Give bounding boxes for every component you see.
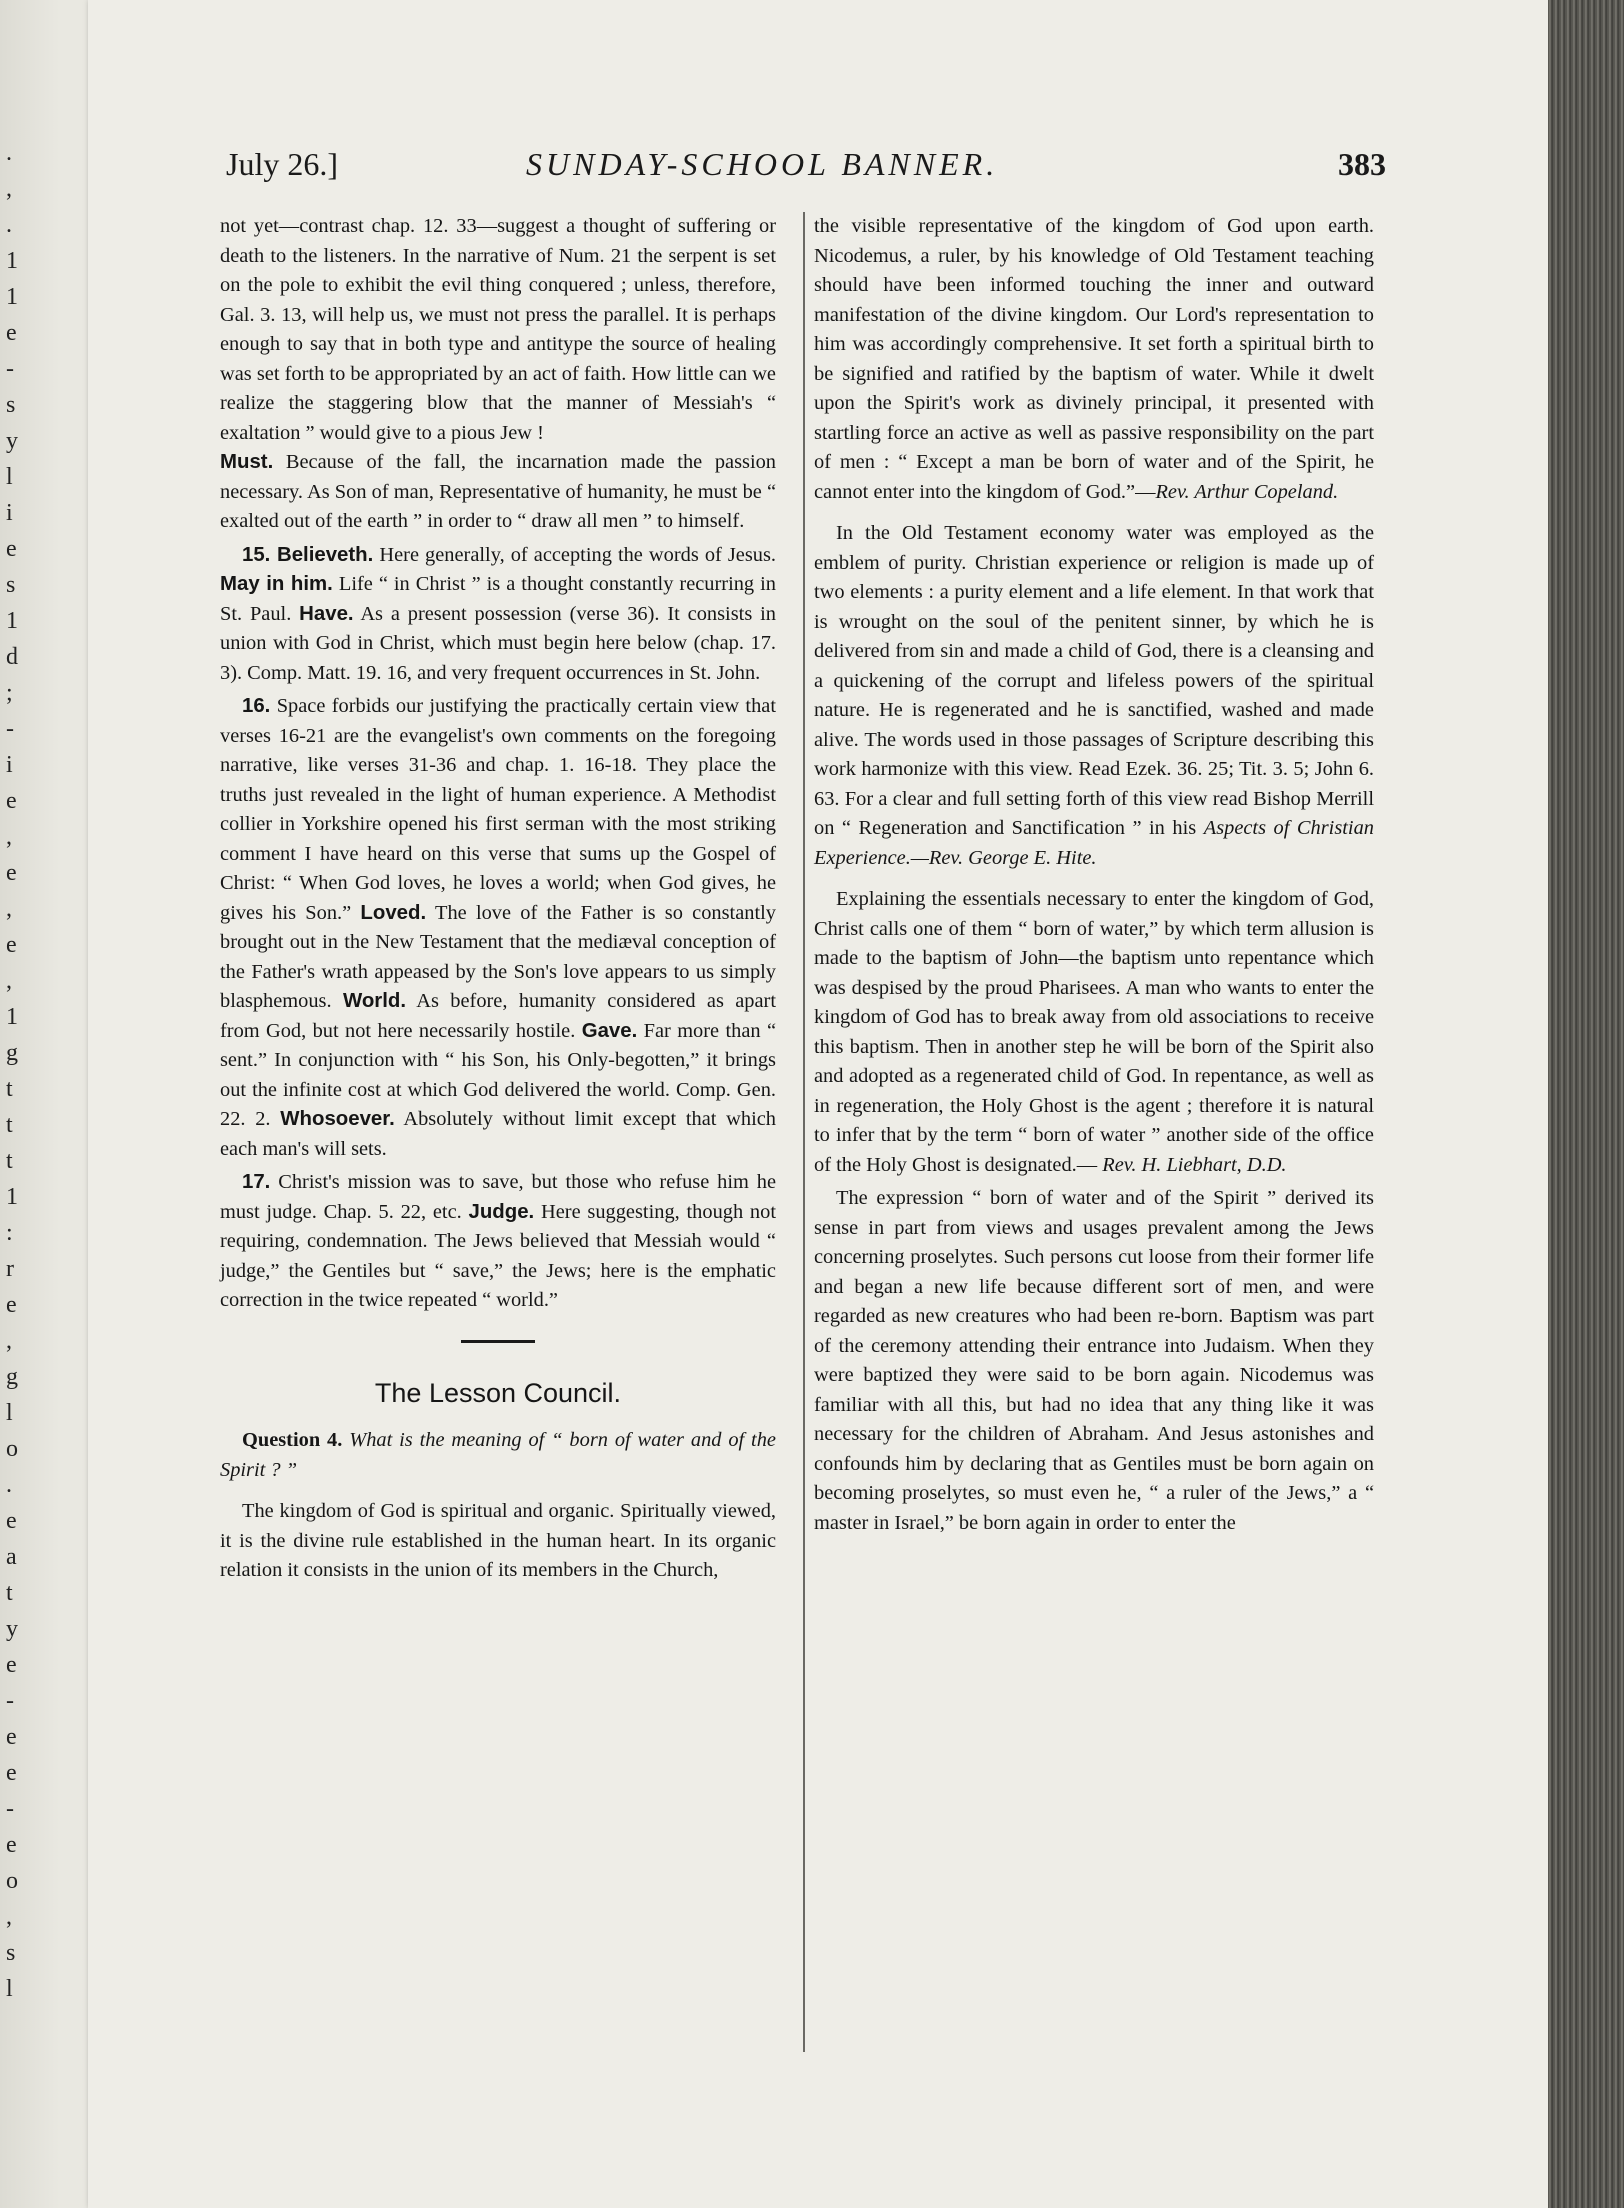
margin-glyph: l <box>6 1976 13 2002</box>
margin-glyph: . <box>6 1472 12 1498</box>
margin-glyph: l <box>6 1400 13 1426</box>
left-column <box>220 212 776 1586</box>
paragraph-text: the visible representative of the kingdom of God upon earth. Nicodemus, a ruler, by his knowledge of Old Testament teaching should have been informed touching the inner and outward manifestation of the divine kingdom. Our Lord's representation to him was accordingly comprehensive. It set forth a spiritual birth to be signified and ratified by the baptism of water. While it dwelt upon the Spirit's work as divinely principal, it presented with startling force an active as well as passive responsibility on the part of men : “ Except a man be born of water and of the Spirit, he cannot enter into the kingdom of God.”— <box>814 215 1374 503</box>
margin-glyph: t <box>6 1076 13 1102</box>
margin-glyph: i <box>6 752 13 778</box>
term-world: World. <box>342 990 407 1012</box>
margin-glyph: e <box>6 1292 17 1318</box>
margin-glyph: . <box>6 140 12 166</box>
margin-glyph: - <box>6 1688 14 1714</box>
previous-page-margin <box>0 140 30 2040</box>
margin-glyph: - <box>6 716 14 742</box>
margin-glyph: e <box>6 1508 17 1534</box>
author-signature: Rev. H. Liebhart, D.D. <box>1102 1153 1287 1176</box>
question-label: Question 4. <box>242 1429 343 1451</box>
paragraph: not yet—contrast chap. 12. 33—suggest a thought of suffering or death to the listeners. In the narrative of Num. 21 the serpent is set on the pole to exhibit the evil thing conquered ; unless, therefore, Gal. 3. 13, will help us, we must not press the parallel. It is perhaps enough to say that in both type and antitype the source of healing was set forth to be appropriated by an act of faith. How little can we realize the staggering blow that the manner of Messiah's “ exaltation ” would give to a pious Jew ! <box>220 215 776 444</box>
paragraph-verse-17 <box>220 1168 776 1316</box>
term-text: Life “ in Christ ” is a thought constantly recurring in St. Paul. <box>220 573 776 625</box>
verse-16-label: 16. <box>242 695 271 717</box>
margin-glyph: i <box>6 500 13 526</box>
margin-glyph: - <box>6 356 14 382</box>
margin-glyph: . <box>6 212 12 238</box>
margin-glyph: - <box>6 1796 14 1822</box>
margin-glyph: e <box>6 1724 17 1750</box>
term-believeth: 15. Believeth. <box>242 543 374 566</box>
margin-glyph: s <box>6 572 16 598</box>
term-may-in-him: May in him. <box>220 573 333 595</box>
margin-glyph: o <box>6 1868 18 1894</box>
header-title: SUNDAY-SCHOOL BANNER. <box>526 146 999 182</box>
margin-glyph: r <box>6 1256 14 1282</box>
term-loved: Loved. <box>360 901 427 924</box>
margin-glyph: e <box>6 536 17 562</box>
margin-glyph: t <box>6 1148 13 1174</box>
margin-glyph: 1 <box>6 284 18 310</box>
margin-glyph: s <box>6 1940 16 1966</box>
paragraph <box>814 885 1374 1180</box>
paragraph-verse-16 <box>220 692 776 1164</box>
term-text: Here generally, of accepting the words of Jesus. <box>379 543 777 566</box>
margin-glyph: 1 <box>6 1184 18 1210</box>
term-text: Here suggesting, though not requiring, condemnation. The Jews believed that Messiah would “ judge,” the Gentiles but “ save,” the Jews; here is the emphatic correction in the twice repeated “ world.” <box>220 1200 776 1311</box>
paragraph-verse-15 <box>220 541 776 689</box>
margin-glyph: e <box>6 1832 17 1858</box>
term-must: Must. <box>220 451 274 473</box>
margin-glyph: s <box>6 392 16 418</box>
term-text: Absolutely without limit except that which each man's will sets. <box>220 1108 776 1160</box>
right-column <box>814 212 1374 1538</box>
margin-glyph: e <box>6 932 17 958</box>
term-whosoever: Whosoever. <box>280 1108 395 1130</box>
margin-glyph: e <box>6 788 17 814</box>
paragraph: The kingdom of God is spiritual and organic. Spiritually viewed, it is the divine rule established in the human heart. In its organic relation it consists in the union of its members in the Church, <box>220 1500 776 1581</box>
paragraph-must <box>220 448 776 537</box>
margin-glyph: t <box>6 1112 13 1138</box>
margin-glyph: g <box>6 1364 18 1390</box>
term-text: Space forbids our justifying the practically certain view that verses 16-21 are the evangelist's own comments on the foregoing narrative, like verses 31-36 and chap. 1. 16-18. They place the truths just revealed in the light of human experience. A Methodist collier in Yorkshire opened his first serman with the most striking comment I have heard on this verse that sums up the Gospel of Christ: “ When God loves, he loves a world; when God gives, he gives his Son.” <box>220 695 776 924</box>
margin-glyph: y <box>6 1616 18 1642</box>
margin-glyph: ; <box>6 680 13 706</box>
margin-glyph: a <box>6 1544 17 1570</box>
margin-glyph: , <box>6 1328 12 1354</box>
margin-glyph: : <box>6 1220 13 1246</box>
margin-glyph: y <box>6 428 18 454</box>
book-page-edges <box>1548 0 1624 2208</box>
paragraph: The expression “ born of water and of the Spirit ” derived its sense in part from views and usages prevalent among the Jews concerning proselytes. Such persons cut loose from their former life and began a new life because different sort of men, and were regarded as new creatures who had been re-born. Baptism was part of the ceremony attending their entrance into Judaism. When they were baptized they were said to be born again. Nicodemus was familiar with all this, but had no idea that any thing like it was necessary for the children of Abraham. And Jesus astonishes and confounds him by declaring that as Gentiles must be born again on becoming proselytes, so must even he, “ a ruler of the Jews,” a “ master in Israel,” be born again in order to enter the <box>814 1187 1374 1534</box>
question-line <box>220 1426 776 1485</box>
margin-glyph: d <box>6 644 18 670</box>
margin-glyph: , <box>6 176 12 202</box>
term-text: The love of the Father is so constantly brought out in the New Testament that the mediæval conception of the Father's wrath appeased by the Son's love appears to us simply blasphemous. <box>220 901 776 1012</box>
book-title: Aspects of Christian Experience. <box>814 817 1374 869</box>
author-signature: —Rev. George E. Hite. <box>910 846 1097 869</box>
margin-glyph: t <box>6 1580 13 1606</box>
margin-glyph: e <box>6 860 17 886</box>
term-have: Have. <box>299 602 354 625</box>
margin-glyph: e <box>6 1652 17 1678</box>
margin-glyph: , <box>6 968 12 994</box>
margin-glyph: , <box>6 1904 12 1930</box>
paragraph-text: In the Old Testament economy water was employed as the emblem of purity. Christian experience or religion is made up of two elements : a purity element and a life element. In that work that is wrought on the soul of the penitent sinner, by which he is delivered from sin and made a child of God, there is a cleansing and a quickening of the corrupt and lifeless powers of the spiritual nature. He is regenerated and he is sanctified, washed and made alive. The words used in those passages of Scripture describing this work harmonize with this view. Read Ezek. 36. 25; Tit. 3. 5; John 6. 63. For a clear and full setting forth of this view read Bishop Merrill on “ Regeneration and Sanctification ” in his <box>814 522 1374 839</box>
term-judge: Judge. <box>468 1200 535 1223</box>
author-signature: Rev. Arthur Copeland. <box>1155 480 1339 503</box>
margin-glyph: 1 <box>6 248 18 274</box>
term-text: Christ's mission was to save, but those who refuse him he must judge. Chap. 5. 22, etc. <box>220 1171 777 1223</box>
term-text: Far more than “ sent.” In conjunction with “ his Son, his Only-begotten,” it brings out the infinite cost at which God delivered the world. Comp. Gen. 22. 2. <box>220 1019 776 1130</box>
margin-glyph: 1 <box>6 608 18 634</box>
term-text: Because of the fall, the incarnation made the passion necessary. As Son of man, Representative of humanity, he must be “ exalted out of the earth ” in order to “ draw all men ” to himself. <box>220 451 777 532</box>
margin-glyph: 1 <box>6 1004 18 1030</box>
running-header <box>226 146 1386 186</box>
paragraph <box>814 212 1374 507</box>
margin-glyph: e <box>6 320 17 346</box>
paragraph <box>814 519 1374 873</box>
header-date: July 26.] <box>226 146 338 182</box>
column-rule <box>803 212 805 2052</box>
margin-glyph: o <box>6 1436 18 1462</box>
margin-glyph: l <box>6 464 13 490</box>
page-number: 383 <box>1338 146 1386 182</box>
term-text: As a present possession (verse 36). It consists in union with God in Christ, which must begin here below (chap. 17. 3). Comp. Matt. 19. 16, and very frequent occurrences in St. John. <box>220 602 776 684</box>
question-text: What is the meaning of “ born of water and of the Spirit ? ” <box>220 1429 776 1481</box>
paragraph-text: Explaining the essentials necessary to enter the kingdom of God, Christ calls one of them “ born of water,” by which term allusion is made to the baptism of John—the baptism unto repentance which was despised by the proud Pharisees. A man who wants to enter the kingdom of God has to break away from old associations to receive this baptism. Then in another step he will be born of the Spirit also and adopted as a regenerated child of God. In repentance, as well as in regeneration, the Holy Ghost is the agent ; therefore it is natural to infer that by the term “ born of water ” another side of the office of the Holy Ghost is designated.— <box>814 888 1374 1176</box>
margin-glyph: g <box>6 1040 18 1066</box>
margin-glyph: e <box>6 1760 17 1786</box>
verse-17-label: 17. <box>242 1171 271 1193</box>
margin-glyph: , <box>6 824 12 850</box>
section-separator <box>461 1340 535 1343</box>
margin-glyph: , <box>6 896 12 922</box>
section-title: The Lesson Council. <box>374 1377 622 1408</box>
term-gave: Gave. <box>581 1019 638 1042</box>
term-text: As before, humanity considered as apart from God, but not here necessarily hostile. <box>220 990 776 1042</box>
